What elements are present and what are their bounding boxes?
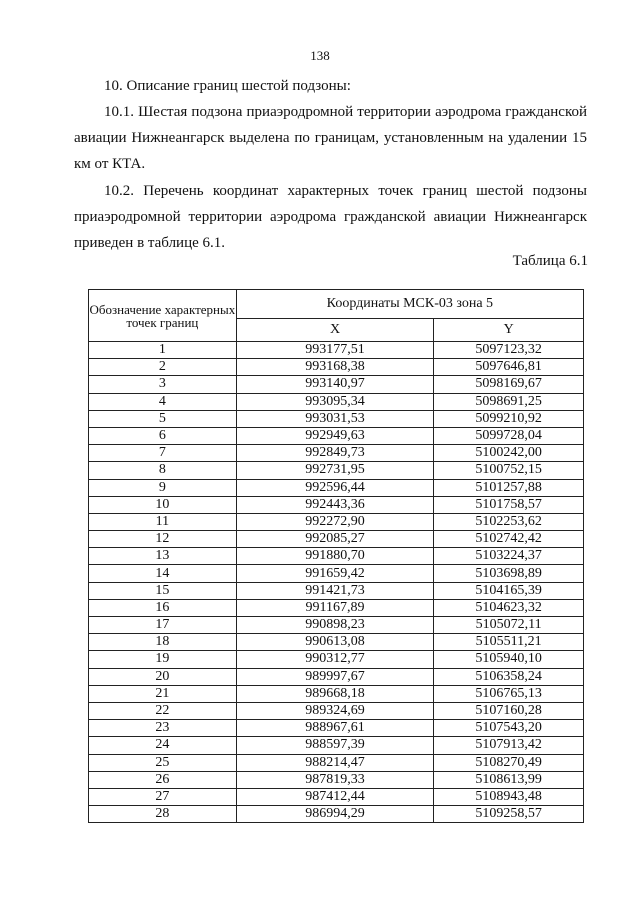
x-coordinate-cell: 990898,23 (236, 617, 434, 634)
x-coordinate-cell: 992949,63 (236, 427, 434, 444)
point-number-cell: 3 (89, 376, 237, 393)
table-row (89, 685, 584, 702)
y-coordinate-cell: 5108943,48 (434, 788, 584, 805)
table-header (89, 290, 584, 342)
table-row (89, 565, 584, 582)
x-coordinate-cell: 992596,44 (236, 479, 434, 496)
table-row (89, 376, 584, 393)
table-row (89, 617, 584, 634)
point-number-cell: 18 (89, 634, 237, 651)
x-coordinate-cell: 988214,47 (236, 754, 434, 771)
table-row (89, 445, 584, 462)
x-coordinate-cell: 988597,39 (236, 737, 434, 754)
paragraph-coordinates-list: 10.2. Перечень координат характерных точек границ шестой подзоны приаэродромной территории аэродрома гражданской авиации Нижнеангарск приведен в таблице 6.1. (74, 183, 587, 251)
y-coordinate-cell: 5106358,24 (434, 668, 584, 685)
x-coordinate-cell: 987412,44 (236, 788, 434, 805)
point-number-cell: 20 (89, 668, 237, 685)
x-coordinate-cell: 993031,53 (236, 410, 434, 427)
x-coordinate-cell: 986994,29 (236, 806, 434, 823)
x-coordinate-cell: 992731,95 (236, 462, 434, 479)
y-coordinate-cell: 5100242,00 (434, 445, 584, 462)
y-coordinate-cell: 5097646,81 (434, 359, 584, 376)
y-coordinate-cell: 5103698,89 (434, 565, 584, 582)
y-coordinate-cell: 5101257,88 (434, 479, 584, 496)
point-number-cell: 5 (89, 410, 237, 427)
table-row (89, 634, 584, 651)
point-number-cell: 4 (89, 393, 237, 410)
point-number-cell: 1 (89, 342, 237, 359)
table-row (89, 668, 584, 685)
x-coordinate-cell: 987819,33 (236, 771, 434, 788)
table-row (89, 531, 584, 548)
table-row (89, 720, 584, 737)
point-number-cell: 8 (89, 462, 237, 479)
y-coordinate-cell: 5105072,11 (434, 617, 584, 634)
y-coordinate-cell: 5104623,32 (434, 599, 584, 616)
x-coordinate-cell: 988967,61 (236, 720, 434, 737)
table-row (89, 702, 584, 719)
table-row (89, 479, 584, 496)
table-row (89, 342, 584, 359)
point-number-cell: 19 (89, 651, 237, 668)
x-coordinate-cell: 991421,73 (236, 582, 434, 599)
x-coordinate-cell: 992272,90 (236, 513, 434, 530)
point-number-cell: 6 (89, 427, 237, 444)
table-row (89, 548, 584, 565)
x-coordinate-cell: 989324,69 (236, 702, 434, 719)
point-number-cell: 2 (89, 359, 237, 376)
coordinates-table (88, 289, 584, 823)
point-number-cell: 25 (89, 754, 237, 771)
table-row (89, 771, 584, 788)
point-number-cell: 12 (89, 531, 237, 548)
y-coordinate-cell: 5098691,25 (434, 393, 584, 410)
point-number-cell: 23 (89, 720, 237, 737)
point-number-cell: 27 (89, 788, 237, 805)
point-number-cell: 28 (89, 806, 237, 823)
table-row (89, 788, 584, 805)
y-coordinate-cell: 5098169,67 (434, 376, 584, 393)
y-coordinate-cell: 5103224,37 (434, 548, 584, 565)
point-number-cell: 22 (89, 702, 237, 719)
point-number-cell: 21 (89, 685, 237, 702)
y-coordinate-cell: 5102742,42 (434, 531, 584, 548)
y-coordinate-cell: 5105511,21 (434, 634, 584, 651)
table-row (89, 513, 584, 530)
table-row (89, 427, 584, 444)
point-number-cell: 24 (89, 737, 237, 754)
y-coordinate-cell: 5104165,39 (434, 582, 584, 599)
table-row (89, 754, 584, 771)
point-number-cell: 16 (89, 599, 237, 616)
y-coordinate-cell: 5101758,57 (434, 496, 584, 513)
table-caption: Таблица 6.1 (512, 253, 588, 269)
point-number-cell: 11 (89, 513, 237, 530)
section-heading: 10. Описание границ шестой подзоны: (104, 78, 351, 94)
table-row (89, 393, 584, 410)
page-number: 138 (310, 48, 330, 63)
point-number-cell: 9 (89, 479, 237, 496)
x-coordinate-cell: 993168,38 (236, 359, 434, 376)
x-coordinate-cell: 992085,27 (236, 531, 434, 548)
x-coordinate-cell: 990613,08 (236, 634, 434, 651)
y-coordinate-cell: 5108270,49 (434, 754, 584, 771)
header-x: X (236, 319, 434, 342)
point-number-cell: 14 (89, 565, 237, 582)
y-coordinate-cell: 5105940,10 (434, 651, 584, 668)
table-row (89, 496, 584, 513)
point-number-cell: 7 (89, 445, 237, 462)
y-coordinate-cell: 5109258,57 (434, 806, 584, 823)
y-coordinate-cell: 5102253,62 (434, 513, 584, 530)
y-coordinate-cell: 5108613,99 (434, 771, 584, 788)
y-coordinate-cell: 5100752,15 (434, 462, 584, 479)
point-number-cell: 15 (89, 582, 237, 599)
y-coordinate-cell: 5107160,28 (434, 702, 584, 719)
table-row (89, 651, 584, 668)
x-coordinate-cell: 993095,34 (236, 393, 434, 410)
table-row (89, 806, 584, 823)
header-y: Y (434, 319, 584, 342)
table-row (89, 737, 584, 754)
x-coordinate-cell: 991880,70 (236, 548, 434, 565)
point-number-cell: 17 (89, 617, 237, 634)
y-coordinate-cell: 5099728,04 (434, 427, 584, 444)
x-coordinate-cell: 989997,67 (236, 668, 434, 685)
point-number-cell: 10 (89, 496, 237, 513)
table-row (89, 582, 584, 599)
y-coordinate-cell: 5097123,32 (434, 342, 584, 359)
table-row (89, 599, 584, 616)
x-coordinate-cell: 992443,36 (236, 496, 434, 513)
x-coordinate-cell: 991167,89 (236, 599, 434, 616)
x-coordinate-cell: 993140,97 (236, 376, 434, 393)
header-coordinate-system: Координаты МСК-03 зона 5 (236, 290, 583, 319)
x-coordinate-cell: 990312,77 (236, 651, 434, 668)
table-body (89, 342, 584, 823)
y-coordinate-cell: 5107543,20 (434, 720, 584, 737)
x-coordinate-cell: 992849,73 (236, 445, 434, 462)
point-number-cell: 26 (89, 771, 237, 788)
y-coordinate-cell: 5106765,13 (434, 685, 584, 702)
header-point-name: Обозначение характерных точек границ (89, 290, 237, 342)
table-row (89, 359, 584, 376)
x-coordinate-cell: 989668,18 (236, 685, 434, 702)
x-coordinate-cell: 993177,51 (236, 342, 434, 359)
y-coordinate-cell: 5107913,42 (434, 737, 584, 754)
paragraph-sixth-subzone: 10.1. Шестая подзона приаэродромной территории аэродрома гражданской авиации Нижнеангарск выделена по границам, установленным на удалении 15 км от КТА. (74, 104, 587, 172)
y-coordinate-cell: 5099210,92 (434, 410, 584, 427)
x-coordinate-cell: 991659,42 (236, 565, 434, 582)
point-number-cell: 13 (89, 548, 237, 565)
table-row (89, 410, 584, 427)
table-row (89, 462, 584, 479)
